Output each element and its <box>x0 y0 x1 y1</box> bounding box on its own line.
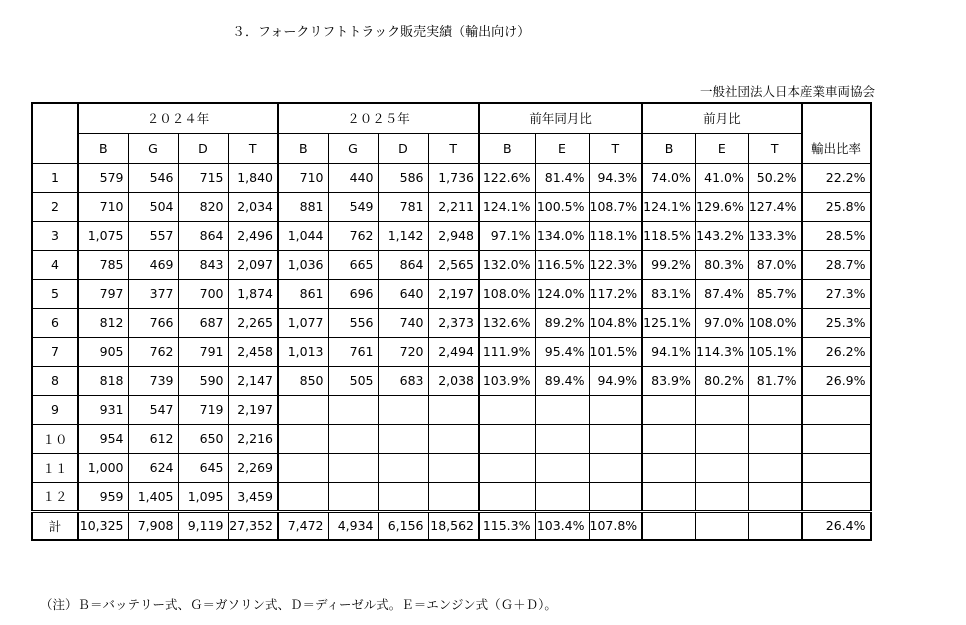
cell-2025: 761 <box>328 337 378 366</box>
cell-2025: 696 <box>328 279 378 308</box>
cell-2025: 850 <box>278 366 328 395</box>
cell-2024: 9,119 <box>178 511 228 540</box>
table-row <box>32 192 871 221</box>
cell-2024: 715 <box>178 163 228 192</box>
cell-2025 <box>278 482 328 511</box>
table-row <box>32 279 871 308</box>
cell-mom: 83.1% <box>642 279 695 308</box>
cell-2025: 2,948 <box>428 221 479 250</box>
cell-mom: 80.3% <box>695 250 748 279</box>
cell-mom: 114.3% <box>695 337 748 366</box>
cell-2025 <box>428 424 479 453</box>
cell-2025: 665 <box>328 250 378 279</box>
cell-2024: 954 <box>78 424 128 453</box>
cell-yoy: 89.4% <box>535 366 589 395</box>
cell-yoy: 132.6% <box>479 308 535 337</box>
cell-2025: 710 <box>278 163 328 192</box>
cell-2025 <box>378 424 428 453</box>
header-row-2 <box>32 133 871 163</box>
organization-name: 一般社団法人日本産業車両協会 <box>699 84 875 99</box>
cell-yoy: 103.9% <box>479 366 535 395</box>
cell-2024: 2,147 <box>228 366 278 395</box>
cell-mom: 133.3% <box>748 221 801 250</box>
cell-mom <box>748 511 801 540</box>
cell-mom: 94.1% <box>642 337 695 366</box>
sub-header-cell: B <box>642 133 695 163</box>
cell-2024: 2,197 <box>228 395 278 424</box>
cell-2024: 905 <box>78 337 128 366</box>
cell-2024: 645 <box>178 453 228 482</box>
cell-2024: 1,095 <box>178 482 228 511</box>
cell-yoy: 103.4% <box>535 511 589 540</box>
cell-2025: 683 <box>378 366 428 395</box>
sub-header-cell: T <box>589 133 642 163</box>
cell-yoy <box>589 395 642 424</box>
cell-mom: 50.2% <box>748 163 801 192</box>
cell-mom: 74.0% <box>642 163 695 192</box>
cell-2024: 797 <box>78 279 128 308</box>
cell-yoy: 81.4% <box>535 163 589 192</box>
cell-2025: 864 <box>378 250 428 279</box>
sub-header-cell: B <box>479 133 535 163</box>
cell-2024: 864 <box>178 221 228 250</box>
total-row <box>32 511 871 540</box>
cell-2024: 820 <box>178 192 228 221</box>
cell-mom: 108.0% <box>748 308 801 337</box>
cell-yoy <box>479 395 535 424</box>
table-row <box>32 395 871 424</box>
cell-yoy: 100.5% <box>535 192 589 221</box>
cell-mom: 99.2% <box>642 250 695 279</box>
cell-2025: 720 <box>378 337 428 366</box>
sub-header-cell: T <box>228 133 278 163</box>
cell-2025: 1,036 <box>278 250 328 279</box>
sub-header-cell: T <box>748 133 801 163</box>
table-row <box>32 424 871 453</box>
cell-yoy <box>479 453 535 482</box>
cell-2024: 7,908 <box>128 511 178 540</box>
footnote: （注）Ｂ＝バッテリー式、Ｇ＝ガソリン式、Ｄ＝ディーゼル式。Ｅ＝エンジン式（Ｇ＋Ｄ）。 <box>40 597 557 612</box>
cell-2024: 2,034 <box>228 192 278 221</box>
cell-yoy: 117.2% <box>589 279 642 308</box>
cell-yoy <box>479 482 535 511</box>
cell-mom: 97.0% <box>695 308 748 337</box>
cell-mom <box>642 511 695 540</box>
cell-mom: 87.4% <box>695 279 748 308</box>
cell-2025: 7,472 <box>278 511 328 540</box>
cell-mom: 125.1% <box>642 308 695 337</box>
cell-2024: 2,496 <box>228 221 278 250</box>
cell-2024: 931 <box>78 395 128 424</box>
corner-cell <box>32 103 78 163</box>
cell-2024: 624 <box>128 453 178 482</box>
table-body <box>32 163 871 540</box>
table-row <box>32 366 871 395</box>
cell-2025: 6,156 <box>378 511 428 540</box>
cell-yoy: 107.8% <box>589 511 642 540</box>
cell-yoy: 89.2% <box>535 308 589 337</box>
cell-2025: 2,565 <box>428 250 479 279</box>
row-label: １０ <box>32 424 78 453</box>
cell-2024: 579 <box>78 163 128 192</box>
cell-2025: 781 <box>378 192 428 221</box>
cell-2025: 2,494 <box>428 337 479 366</box>
row-label: 9 <box>32 395 78 424</box>
cell-export-ratio <box>802 395 871 424</box>
cell-2025 <box>378 482 428 511</box>
header-2024: ２０２４年 <box>78 103 278 133</box>
cell-mom: 41.0% <box>695 163 748 192</box>
cell-2025: 549 <box>328 192 378 221</box>
cell-2025 <box>278 395 328 424</box>
row-label: １１ <box>32 453 78 482</box>
cell-mom: 127.4% <box>748 192 801 221</box>
cell-mom: 105.1% <box>748 337 801 366</box>
cell-mom: 83.9% <box>642 366 695 395</box>
cell-2025: 762 <box>328 221 378 250</box>
cell-2025 <box>328 453 378 482</box>
cell-2025: 740 <box>378 308 428 337</box>
cell-export-ratio <box>802 453 871 482</box>
cell-export-ratio: 26.2% <box>802 337 871 366</box>
cell-mom <box>748 395 801 424</box>
cell-2024: 739 <box>128 366 178 395</box>
sub-header-cell: E <box>695 133 748 163</box>
cell-2024: 2,269 <box>228 453 278 482</box>
cell-yoy: 111.9% <box>479 337 535 366</box>
cell-yoy: 116.5% <box>535 250 589 279</box>
sub-header-cell: G <box>128 133 178 163</box>
cell-2024: 791 <box>178 337 228 366</box>
row-label: 5 <box>32 279 78 308</box>
cell-yoy: 115.3% <box>479 511 535 540</box>
cell-2025: 1,044 <box>278 221 328 250</box>
cell-2024: 818 <box>78 366 128 395</box>
cell-2024: 1,000 <box>78 453 128 482</box>
cell-2025: 1,013 <box>278 337 328 366</box>
cell-2024: 719 <box>178 395 228 424</box>
sub-header-cell: T <box>428 133 479 163</box>
header-export-ratio: 輸出比率 <box>802 103 871 163</box>
cell-yoy: 97.1% <box>479 221 535 250</box>
sales-table <box>31 102 872 541</box>
cell-mom: 81.7% <box>748 366 801 395</box>
cell-yoy: 122.6% <box>479 163 535 192</box>
cell-mom <box>642 424 695 453</box>
table-row <box>32 221 871 250</box>
cell-2025 <box>328 482 378 511</box>
cell-export-ratio: 26.9% <box>802 366 871 395</box>
sub-header-cell: E <box>535 133 589 163</box>
cell-mom: 87.0% <box>748 250 801 279</box>
table-row <box>32 163 871 192</box>
cell-2025 <box>428 395 479 424</box>
cell-export-ratio: 27.3% <box>802 279 871 308</box>
cell-2024: 1,874 <box>228 279 278 308</box>
cell-2025: 586 <box>378 163 428 192</box>
cell-2024: 2,097 <box>228 250 278 279</box>
cell-yoy <box>535 424 589 453</box>
cell-yoy <box>535 453 589 482</box>
table-row <box>32 308 871 337</box>
cell-yoy: 124.1% <box>479 192 535 221</box>
cell-2024: 557 <box>128 221 178 250</box>
cell-2024: 2,458 <box>228 337 278 366</box>
cell-2025: 640 <box>378 279 428 308</box>
cell-2025 <box>278 453 328 482</box>
cell-export-ratio: 28.7% <box>802 250 871 279</box>
cell-yoy: 101.5% <box>589 337 642 366</box>
cell-export-ratio: 28.5% <box>802 221 871 250</box>
cell-2024: 547 <box>128 395 178 424</box>
row-label: 3 <box>32 221 78 250</box>
cell-mom <box>695 482 748 511</box>
row-label: 4 <box>32 250 78 279</box>
cell-2024: 762 <box>128 337 178 366</box>
cell-2024: 2,216 <box>228 424 278 453</box>
cell-export-ratio <box>802 424 871 453</box>
cell-mom <box>748 424 801 453</box>
row-label: 8 <box>32 366 78 395</box>
cell-mom: 118.5% <box>642 221 695 250</box>
sub-header-cell: G <box>328 133 378 163</box>
row-label: １２ <box>32 482 78 511</box>
cell-2024: 546 <box>128 163 178 192</box>
cell-2024: 504 <box>128 192 178 221</box>
cell-2025: 1,736 <box>428 163 479 192</box>
cell-2025 <box>378 395 428 424</box>
cell-yoy: 104.8% <box>589 308 642 337</box>
row-label: 7 <box>32 337 78 366</box>
cell-2024: 377 <box>128 279 178 308</box>
cell-2024: 1,075 <box>78 221 128 250</box>
row-label: 1 <box>32 163 78 192</box>
table-row <box>32 250 871 279</box>
cell-2024: 843 <box>178 250 228 279</box>
cell-yoy: 94.3% <box>589 163 642 192</box>
cell-2025: 4,934 <box>328 511 378 540</box>
cell-2025: 505 <box>328 366 378 395</box>
row-label: 2 <box>32 192 78 221</box>
cell-export-ratio: 26.4% <box>802 511 871 540</box>
cell-2025: 2,373 <box>428 308 479 337</box>
cell-mom: 80.2% <box>695 366 748 395</box>
cell-yoy: 108.0% <box>479 279 535 308</box>
cell-mom <box>695 424 748 453</box>
cell-yoy <box>535 395 589 424</box>
cell-2024: 1,840 <box>228 163 278 192</box>
cell-2025 <box>278 424 328 453</box>
cell-2025: 1,077 <box>278 308 328 337</box>
cell-2025: 18,562 <box>428 511 479 540</box>
cell-2025: 861 <box>278 279 328 308</box>
cell-export-ratio: 22.2% <box>802 163 871 192</box>
cell-export-ratio: 25.3% <box>802 308 871 337</box>
cell-2024: 1,405 <box>128 482 178 511</box>
cell-mom <box>642 395 695 424</box>
cell-yoy <box>589 482 642 511</box>
cell-2025: 1,142 <box>378 221 428 250</box>
cell-2024: 650 <box>178 424 228 453</box>
table-row <box>32 453 871 482</box>
cell-2024: 766 <box>128 308 178 337</box>
header-mom: 前月比 <box>642 103 801 133</box>
page-title: ３．フォークリフトトラック販売実績（輸出向け） <box>232 25 531 40</box>
cell-mom: 129.6% <box>695 192 748 221</box>
cell-2024: 469 <box>128 250 178 279</box>
cell-export-ratio: 25.8% <box>802 192 871 221</box>
cell-yoy <box>479 424 535 453</box>
cell-yoy: 122.3% <box>589 250 642 279</box>
sub-header-cell: B <box>278 133 328 163</box>
cell-2024: 2,265 <box>228 308 278 337</box>
cell-2025: 556 <box>328 308 378 337</box>
cell-mom <box>695 511 748 540</box>
cell-2025: 881 <box>278 192 328 221</box>
cell-export-ratio <box>802 482 871 511</box>
cell-yoy <box>535 482 589 511</box>
cell-2024: 812 <box>78 308 128 337</box>
cell-2025 <box>428 453 479 482</box>
cell-2024: 3,459 <box>228 482 278 511</box>
cell-2024: 10,325 <box>78 511 128 540</box>
cell-mom: 124.1% <box>642 192 695 221</box>
cell-mom <box>642 453 695 482</box>
cell-2024: 959 <box>78 482 128 511</box>
cell-2025 <box>328 395 378 424</box>
cell-2025 <box>328 424 378 453</box>
cell-mom <box>695 453 748 482</box>
cell-2024: 700 <box>178 279 228 308</box>
row-label: 計 <box>32 511 78 540</box>
cell-2024: 710 <box>78 192 128 221</box>
header-yoy: 前年同月比 <box>479 103 642 133</box>
cell-2025: 440 <box>328 163 378 192</box>
cell-2024: 687 <box>178 308 228 337</box>
cell-2024: 785 <box>78 250 128 279</box>
sub-header-cell: D <box>178 133 228 163</box>
cell-mom: 85.7% <box>748 279 801 308</box>
cell-2024: 612 <box>128 424 178 453</box>
cell-2025 <box>428 482 479 511</box>
cell-2025: 2,197 <box>428 279 479 308</box>
cell-yoy <box>589 453 642 482</box>
header-2025: ２０２５年 <box>278 103 479 133</box>
cell-yoy: 134.0% <box>535 221 589 250</box>
table-row <box>32 482 871 511</box>
sub-header-cell: B <box>78 133 128 163</box>
cell-2024: 590 <box>178 366 228 395</box>
cell-yoy: 108.7% <box>589 192 642 221</box>
cell-mom <box>748 482 801 511</box>
cell-mom <box>748 453 801 482</box>
cell-2025: 2,038 <box>428 366 479 395</box>
table-row <box>32 337 871 366</box>
cell-mom: 143.2% <box>695 221 748 250</box>
row-label: 6 <box>32 308 78 337</box>
cell-yoy: 132.0% <box>479 250 535 279</box>
cell-yoy <box>589 424 642 453</box>
cell-2025: 2,211 <box>428 192 479 221</box>
cell-yoy: 124.0% <box>535 279 589 308</box>
sub-header-cell: D <box>378 133 428 163</box>
cell-mom <box>695 395 748 424</box>
cell-2024: 27,352 <box>228 511 278 540</box>
cell-yoy: 94.9% <box>589 366 642 395</box>
cell-mom <box>642 482 695 511</box>
header-row-1 <box>32 103 871 133</box>
cell-yoy: 95.4% <box>535 337 589 366</box>
cell-yoy: 118.1% <box>589 221 642 250</box>
cell-2025 <box>378 453 428 482</box>
